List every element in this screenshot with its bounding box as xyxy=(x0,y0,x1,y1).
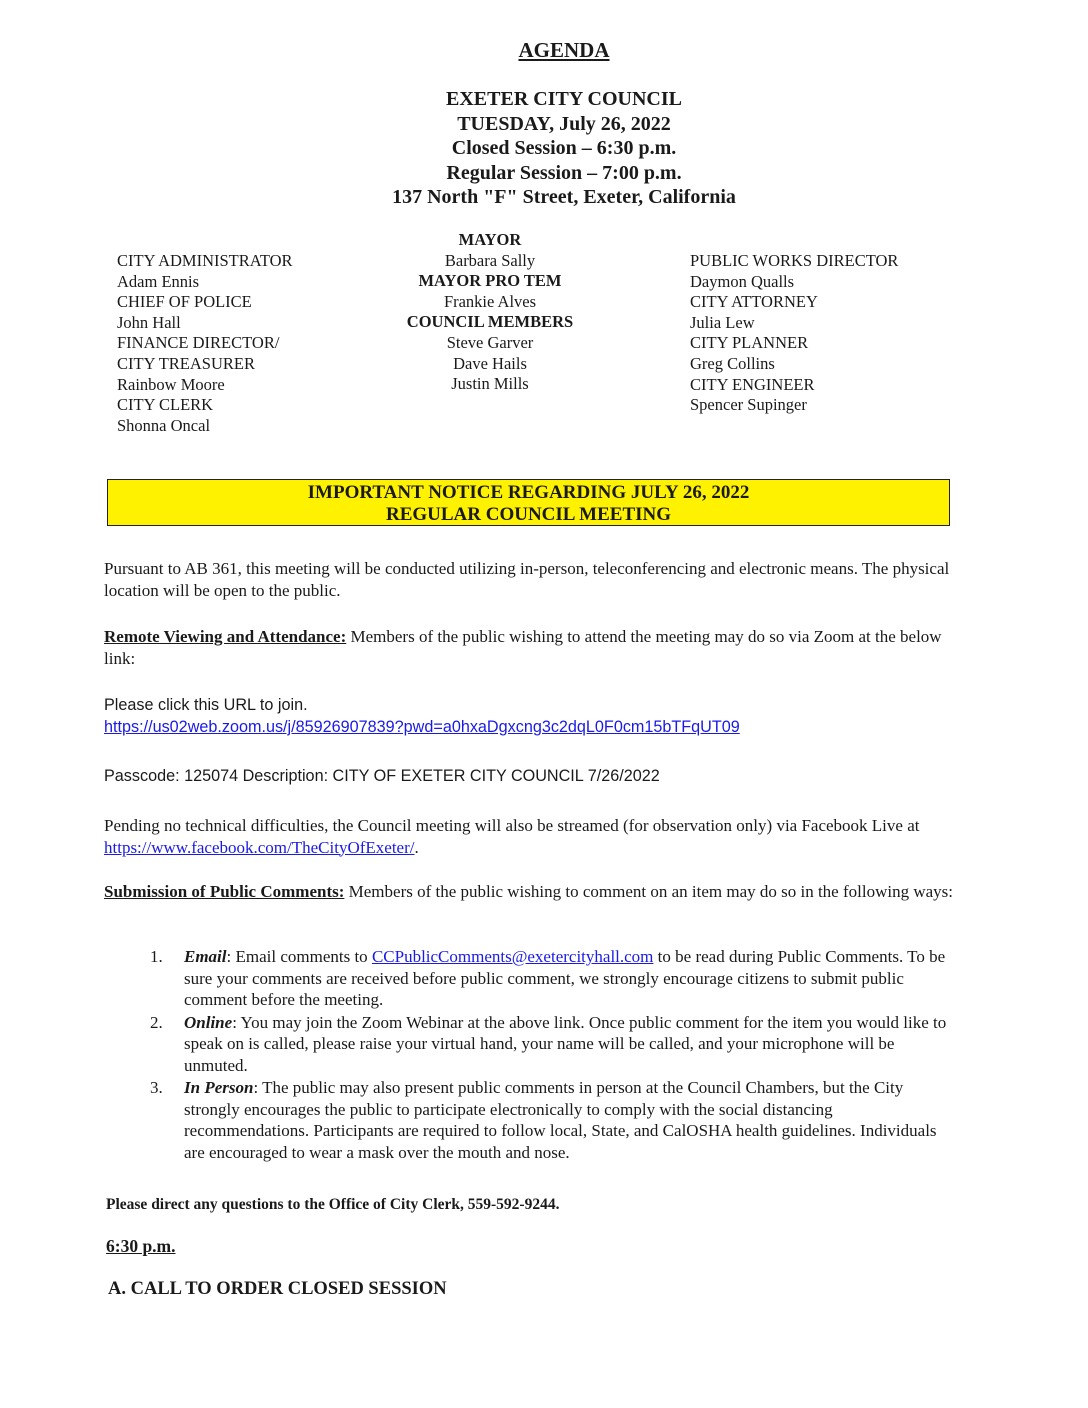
official-line: CITY TREASURER xyxy=(117,353,255,373)
method-text: to be read during Public Comments. To be sure your comments are received before public comment, we strongly encourage citizens to submit public comment before the meeting. xyxy=(184,947,946,1009)
pro-tem-name: Frankie Alves xyxy=(443,291,537,311)
important-notice-box xyxy=(107,479,950,526)
method-text: : The public may also present public comments in person at the Council Chambers, but the City strongly encourages the public to participate electronically to comply with the social distancing recommendations. Participants are required to follow local, State, and CalOSHA health guidelines. Individuals are encouraged to wear a mask over the mouth and nose. xyxy=(184,1078,937,1162)
official-line: FINANCE DIRECTOR/ xyxy=(117,333,280,353)
remote-attendance-paragraph xyxy=(104,626,964,669)
official-line: John Hall xyxy=(117,312,181,332)
official-line: CITY ADMINISTRATOR xyxy=(117,251,293,270)
official-line: CITY PLANNER xyxy=(690,333,809,353)
method-term: Email xyxy=(184,947,227,966)
stream-end: . xyxy=(414,837,419,857)
list-item xyxy=(150,1012,950,1077)
official-line: CITY CLERK xyxy=(117,395,214,415)
questions-contact: Please direct any questions to the Office of City Clerk, 559-592-9244. xyxy=(106,1196,560,1213)
time-heading: 6:30 p.m. xyxy=(106,1236,176,1256)
mayor-name: Barbara Sally xyxy=(444,250,536,270)
regular-session-time: Regular Session – 7:00 p.m. xyxy=(446,161,682,184)
stream-text: Pending no technical difficulties, the Council meeting will also be streamed (for observation only) via Facebook Live at xyxy=(104,816,920,835)
list-item xyxy=(150,946,950,1011)
remote-text: Members of the public wishing to attend the meeting may do so via Zoom at the below link: xyxy=(104,627,942,668)
official-line: PUBLIC WORKS DIRECTOR xyxy=(690,251,899,270)
meeting-address: 137 North "F" Street, Exeter, California xyxy=(392,186,736,208)
council-members-heading: COUNCIL MEMBERS xyxy=(406,312,574,332)
officials-right-column xyxy=(690,251,898,416)
comment-methods-list xyxy=(150,946,950,1164)
email-link[interactable]: CCPublicComments@exetercityhall.com xyxy=(371,947,654,966)
council-member: Steve Garver xyxy=(446,332,534,352)
list-number: 2. xyxy=(150,1012,163,1032)
pro-tem-heading: MAYOR PRO TEM xyxy=(418,271,562,291)
meeting-date: TUESDAY, July 26, 2022 xyxy=(457,112,671,135)
closed-session-time: Closed Session – 6:30 p.m. xyxy=(451,137,677,159)
notice-line-1: IMPORTANT NOTICE REGARDING JULY 26, 2022 xyxy=(307,482,750,503)
mayor-heading: MAYOR xyxy=(458,230,522,249)
official-line: Julia Lew xyxy=(690,312,755,332)
method-term: In Person xyxy=(184,1078,254,1097)
list-item xyxy=(150,1077,950,1163)
zoom-link[interactable]: https://us02web.zoom.us/j/85926907839?pwd=a0hxaDgxcng3c2dqL0F0cm15bTFqUT09 xyxy=(104,718,740,736)
method-text: : Email comments to xyxy=(226,947,372,966)
intro-paragraph: Pursuant to AB 361, this meeting will be conducted utilizing in-person, teleconferencing and electronic means. The physical location will be open to the public. xyxy=(104,559,950,600)
official-line: Greg Collins xyxy=(690,353,775,373)
official-line: CHIEF OF POLICE xyxy=(117,292,252,312)
facebook-link[interactable]: https://www.facebook.com/TheCityOfExeter/ xyxy=(104,837,415,857)
comments-text: Members of the public wishing to comment on an item may do so in the following ways: xyxy=(344,882,953,901)
meeting-header xyxy=(0,87,1088,210)
call-to-order-heading: A. CALL TO ORDER CLOSED SESSION xyxy=(108,1279,447,1299)
zoom-link-block xyxy=(104,694,964,738)
method-text: : You may join the Zoom Webinar at the above link. Once public comment for the item you would like to speak on is called, please raise your virtual hand, your name will be called, and your microphone will be unmuted. xyxy=(184,1012,947,1075)
agenda-title: AGENDA xyxy=(518,38,610,62)
official-line: Adam Ennis xyxy=(117,271,200,291)
officials-left-column xyxy=(117,251,293,436)
official-line: Rainbow Moore xyxy=(117,374,225,394)
passcode-line: Passcode: 125074 Description: CITY OF EXETER CITY COUNCIL 7/26/2022 xyxy=(104,767,660,785)
official-line: Spencer Supinger xyxy=(690,395,807,415)
comments-heading: Submission of Public Comments: xyxy=(104,882,345,901)
council-member: Dave Hails xyxy=(453,353,527,373)
officials-center-column xyxy=(380,230,600,395)
list-number: 3. xyxy=(150,1078,163,1097)
council-name: EXETER CITY COUNCIL xyxy=(446,88,682,110)
method-term: Online xyxy=(184,1012,233,1032)
remote-heading: Remote Viewing and Attendance: xyxy=(104,627,347,646)
notice-line-2: REGULAR COUNCIL MEETING xyxy=(385,504,672,525)
council-member: Justin Mills xyxy=(451,374,529,394)
stream-paragraph xyxy=(104,815,964,858)
zoom-prompt: Please click this URL to join. xyxy=(104,696,308,714)
public-comments-paragraph xyxy=(104,881,964,903)
list-number: 1. xyxy=(150,947,163,966)
official-line: CITY ENGINEER xyxy=(690,374,815,394)
official-line: Shonna Oncal xyxy=(117,415,211,435)
official-line: CITY ATTORNEY xyxy=(690,292,818,312)
official-line: Daymon Qualls xyxy=(690,271,795,291)
